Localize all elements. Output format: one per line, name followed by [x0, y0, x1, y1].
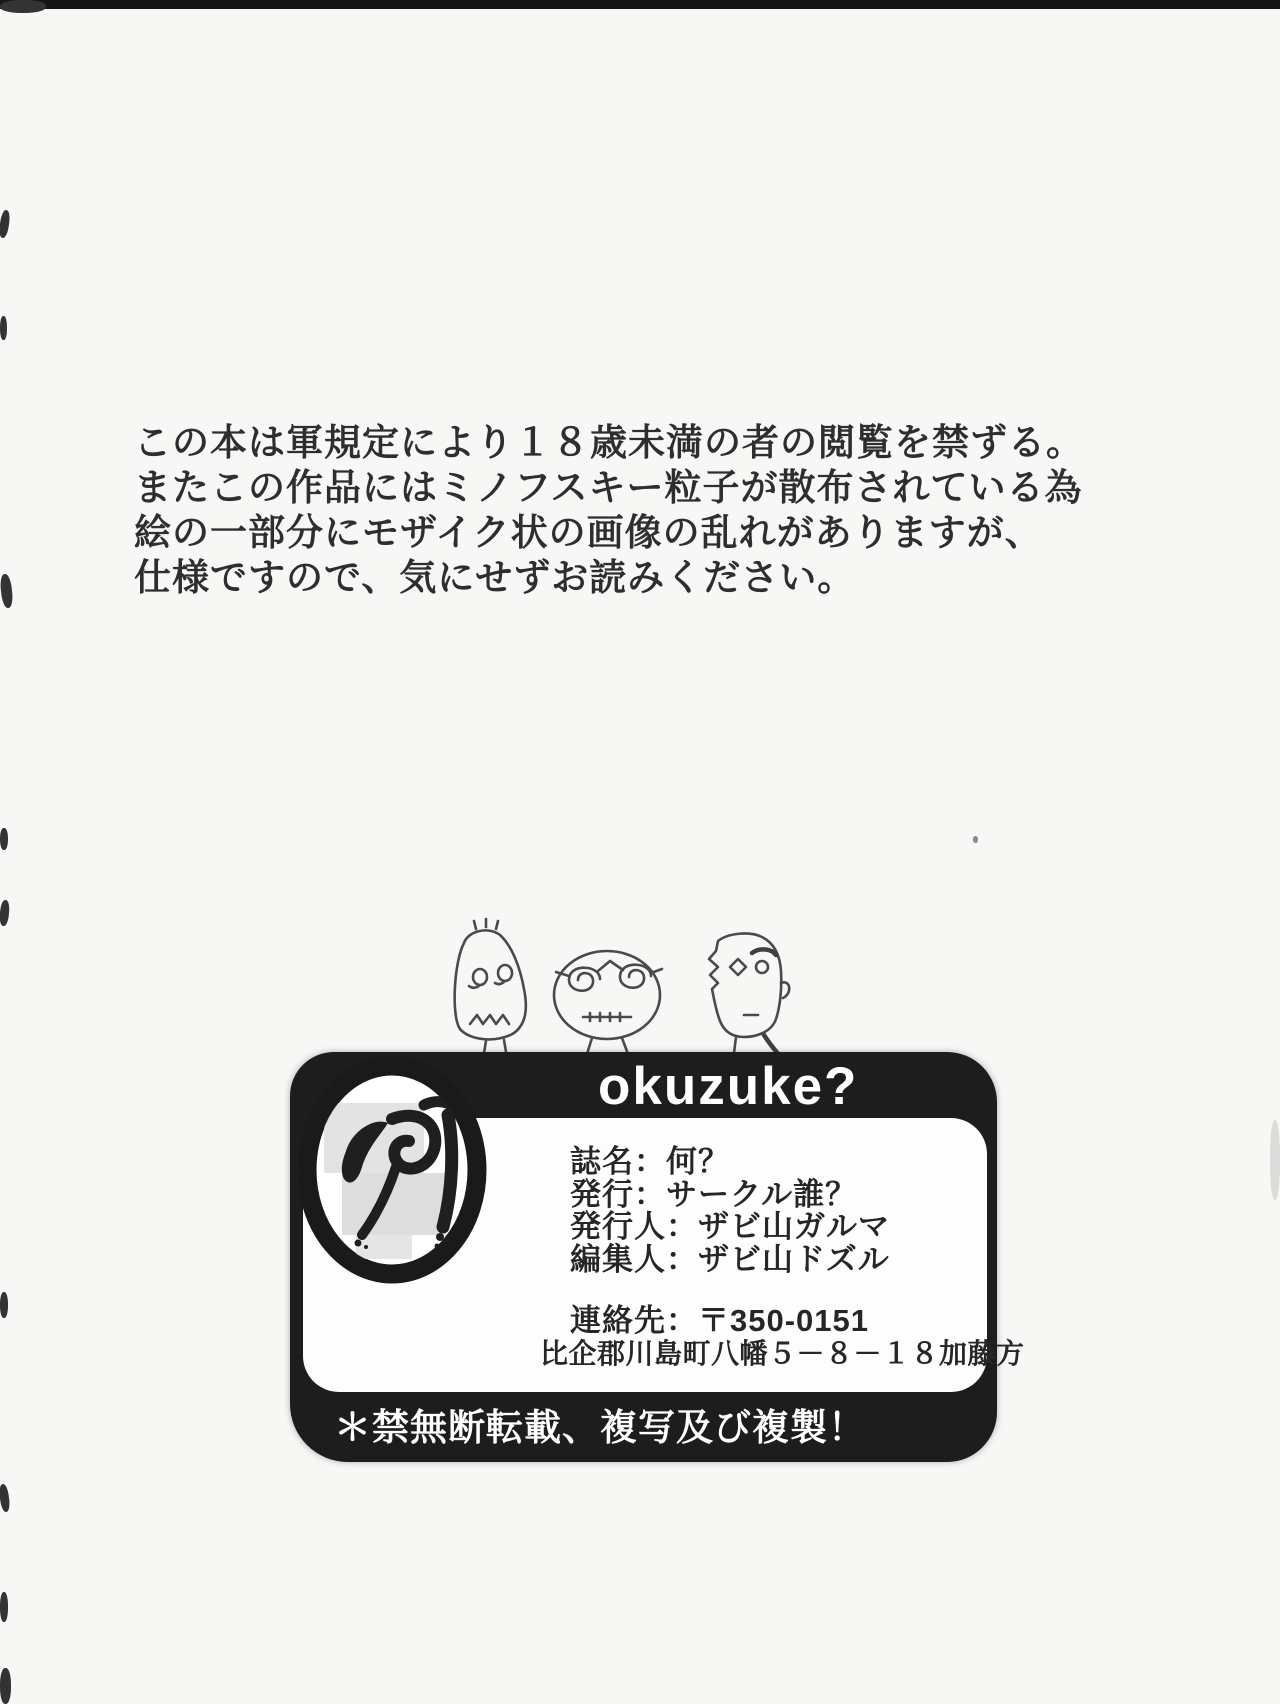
- doodle-characters: [378, 843, 798, 1055]
- field-value: ザビ山ドズル: [698, 1241, 890, 1277]
- field-value: 〒350-0151: [698, 1303, 870, 1339]
- nani-kanji-logo: [296, 1055, 488, 1285]
- field-label: 発行: [570, 1176, 634, 1212]
- grumpy-face-doodle: [709, 934, 789, 1055]
- field-colon: ：: [666, 1209, 698, 1245]
- field-value: 何？: [666, 1144, 730, 1179]
- warning-line: またこの作品にはミノフスキー粒子が散布されている為: [134, 467, 1083, 508]
- field-label: 連絡先: [570, 1303, 666, 1339]
- scan-edge-bar: [0, 0, 1280, 9]
- colophon-contact: [570, 1305, 1025, 1338]
- colophon-field-publisher: [570, 1176, 1025, 1212]
- scan-artifact: [0, 1484, 11, 1513]
- scan-artifact: [0, 1592, 8, 1622]
- scan-artifact: [1270, 1120, 1280, 1200]
- scan-artifact: [0, 900, 10, 927]
- scan-artifact: [0, 1668, 11, 1704]
- field-colon: ：: [634, 1176, 666, 1212]
- field-label: 誌名: [570, 1144, 634, 1179]
- colophon-info: [540, 1144, 1025, 1371]
- scan-artifact: [0, 316, 7, 340]
- warning-line: 絵の一部分にモザイク状の画像の乱れがありますが、: [134, 512, 1043, 553]
- age-warning-text: [134, 420, 1084, 600]
- colophon-address: 比企郡川島町八幡５－８－１８加藤方: [540, 1337, 1025, 1369]
- warning-line: 仕様ですので、気にせずお読みください。: [134, 557, 856, 598]
- mummy-face-doodle: [455, 919, 526, 1053]
- spiral-glasses-face-doodle: [554, 951, 662, 1054]
- warning-line: この本は軍規定により１８歳未満の者の閲覧を禁ずる。: [134, 422, 1084, 463]
- colophon-title: okuzuke?: [598, 1057, 859, 1116]
- field-colon: ：: [666, 1303, 698, 1339]
- colophon-box: [290, 1052, 1025, 1462]
- colophon-field-issuer: [570, 1211, 1025, 1244]
- colophon-field-title: [570, 1146, 1025, 1179]
- scan-artifact: [0, 828, 8, 850]
- colophon-field-editor: [570, 1241, 1025, 1277]
- scan-artifact: [0, 1292, 8, 1318]
- field-value: ザビ山ガルマ: [698, 1209, 890, 1245]
- scan-artifact: [973, 836, 978, 843]
- reproduction-prohibited-notice: ＊禁無断転載、複写及び複製！: [334, 1405, 866, 1449]
- field-label: 発行人: [570, 1209, 666, 1245]
- scan-artifact: [0, 210, 11, 239]
- field-label: 編集人: [570, 1241, 666, 1277]
- field-value: サークル誰？: [666, 1176, 858, 1212]
- scan-artifact: [0, 0, 46, 13]
- scan-artifact: [0, 574, 14, 609]
- field-colon: ：: [666, 1241, 698, 1277]
- field-colon: ：: [634, 1144, 666, 1179]
